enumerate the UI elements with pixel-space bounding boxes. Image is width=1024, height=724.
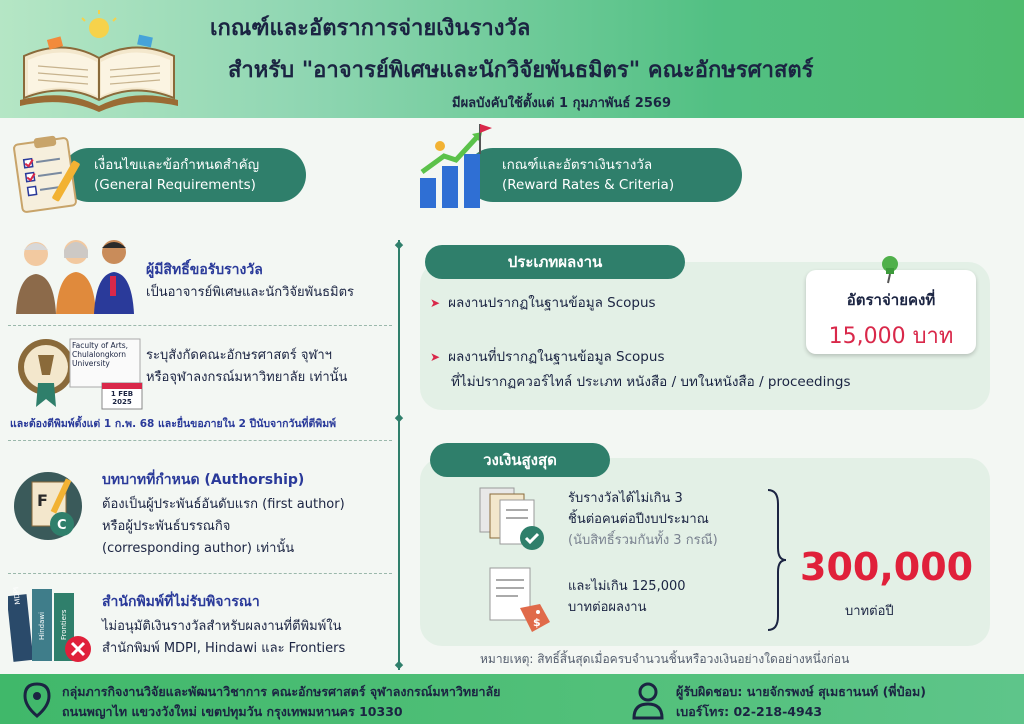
open-book-icon: [14, 8, 184, 113]
person-contact-icon: [630, 680, 666, 720]
work-type-item-2: [430, 346, 664, 368]
calendar-date: 1 FEB 2025: [110, 390, 134, 406]
divider-mark-icon: ◆: [394, 658, 404, 671]
book-label-frontiers: Frontiers: [60, 609, 68, 640]
author-document-icon: [12, 468, 90, 548]
fixed-rate-label: อัตราจ่ายคงที่: [846, 291, 936, 309]
authorship-line-2: หรือผู้ประพันธ์บรรณกิจ: [102, 519, 231, 534]
max-pieces-line-1: รับรางวัลได้ไม่เกิน 3: [568, 491, 683, 506]
documents-check-icon: [476, 486, 552, 554]
publishers-line-2: สำนักพิมพ์ MDPI, Hindawi และ Frontiers: [102, 641, 346, 656]
authorship-line-3: (corresponding author) เท่านั้น: [102, 541, 295, 556]
work-type-item-1-text: ผลงานปรากฏในฐานข้อมูล Scopus: [448, 295, 656, 311]
section-separator: [8, 440, 392, 441]
work-type-item-1: [430, 292, 656, 314]
reward-criteria-subtitle: (Reward Rates & Criteria): [502, 177, 675, 193]
push-pin-icon: [876, 254, 904, 284]
reward-criteria-title: เกณฑ์และอัตราเงินรางวัล: [502, 157, 653, 173]
publishers-heading: สำนักพิมพ์ที่ไม่รับพิจารณา: [102, 594, 260, 610]
work-type-item-2-line-2: ที่ไม่ปรากฏควอร์ไทล์ ประเภท หนังสือ / บทในหนังสือ / proceedings: [451, 374, 851, 390]
general-requirements-title: เงื่อนไขและข้อกำหนดสำคัญ: [94, 157, 260, 173]
affiliation-line-1: ระบุสังกัดคณะอักษรศาสตร์ จุฬาฯ: [146, 348, 332, 363]
svg-text:F: F: [37, 491, 48, 510]
contact-phone: เบอร์โทร: 02-218-4943: [676, 704, 823, 719]
footer-bar: [0, 674, 1024, 724]
badge-text: Faculty of Arts, Chulalongkorn University: [72, 341, 129, 368]
general-requirements-subtitle: (General Requirements): [94, 177, 256, 193]
org-line-2: ถนนพญาไท แขวงวังใหม่ เขตปทุมวัน กรุงเทพมหานคร 10330: [62, 704, 403, 719]
divider-mark-icon: ◆: [394, 238, 404, 251]
curly-brace-icon: [764, 488, 788, 632]
growth-chart-icon: [414, 120, 494, 212]
authorship-line-1: ต้องเป็นผู้ประพันธ์อันดับแรก (first author): [102, 497, 345, 512]
section-separator: [8, 325, 392, 326]
svg-text:$: $: [533, 616, 541, 629]
authorship-heading: บทบาทที่กำหนด (Authorship): [102, 472, 305, 488]
max-pieces-line-3: (นับสิทธิ์รวมกันทั้ง 3 กรณี): [568, 533, 718, 548]
excluded-books-icon: [8, 583, 98, 665]
bullet-arrow-icon: ➤: [430, 350, 441, 364]
affiliation-note: และต้องตีพิมพ์ตั้งแต่ 1 ก.พ. 68 และยื่นขอภายใน 2 ปีนับจากวันที่ตีพิมพ์: [10, 418, 337, 430]
max-annual-amount: 300,000: [800, 545, 974, 589]
work-types-label: ประเภทผลงาน: [425, 245, 685, 279]
contact-person: ผู้รับผิดชอบ: นายจักรพงษ์ สุเมธานนท์ (พี่ป๋อม): [676, 684, 926, 699]
book-label-mdpi: MDPI: [12, 586, 22, 605]
book-label-hindawi: Hindawi: [38, 611, 46, 640]
document-price-tag-icon: [484, 564, 554, 636]
people-group-icon: [10, 232, 142, 314]
checklist-icon: [10, 135, 90, 215]
page-subtitle: สำหรับ "อาจารย์พิเศษและนักวิจัยพันธมิตร" คณะอักษรศาสตร์: [228, 58, 814, 83]
max-budget-label: วงเงินสูงสุด: [430, 443, 610, 477]
max-per-work-line-2: บาทต่อผลงาน: [568, 600, 647, 615]
max-annual-unit: บาทต่อปี: [845, 604, 894, 619]
bullet-arrow-icon: ➤: [430, 296, 441, 310]
svg-text:C: C: [57, 518, 67, 533]
max-pieces-line-2: ชิ้นต่อคนต่อปีงบประมาณ: [568, 512, 709, 527]
divider-mark-icon: ◆: [394, 411, 404, 424]
location-pin-icon: [22, 682, 52, 718]
max-per-work-line-1: และไม่เกิน 125,000: [568, 579, 686, 594]
vertical-divider: [398, 240, 400, 670]
general-requirements-pill: [62, 148, 306, 202]
eligibility-heading: ผู้มีสิทธิ์ขอรับรางวัล: [146, 262, 263, 278]
eligibility-text: เป็นอาจารย์พิเศษและนักวิจัยพันธมิตร: [146, 285, 355, 300]
work-type-item-2-text: ผลงานที่ปรากฏในฐานข้อมูล Scopus: [448, 349, 665, 365]
affiliation-line-2: หรือจุฬาลงกรณ์มหาวิทยาลัย เท่านั้น: [146, 370, 348, 385]
reward-criteria-pill: [466, 148, 742, 202]
publishers-line-1: ไม่อนุมัติเงินรางวัลสำหรับผลงานที่ตีพิมพ์ใน: [102, 619, 342, 634]
header-banner: [0, 0, 1024, 118]
effective-date: มีผลบังคับใช้ตั้งแต่ 1 กุมภาพันธ์ 2569: [452, 96, 671, 111]
expiry-note: หมายเหตุ: สิทธิ์สิ้นสุดเมื่อครบจำนวนชิ้นหรือวงเงินอย่างใดอย่างหนึ่งก่อน: [480, 652, 850, 666]
section-separator: [8, 573, 392, 574]
page-title: เกณฑ์และอัตราการจ่ายเงินรางวัล: [210, 16, 531, 41]
fixed-rate-value: 15,000 บาท: [828, 324, 954, 349]
org-line-1: กลุ่มภารกิจงานวิจัยและพัฒนาวิชาการ คณะอักษรศาสตร์ จุฬาลงกรณ์มหาวิทยาลัย: [62, 684, 501, 699]
